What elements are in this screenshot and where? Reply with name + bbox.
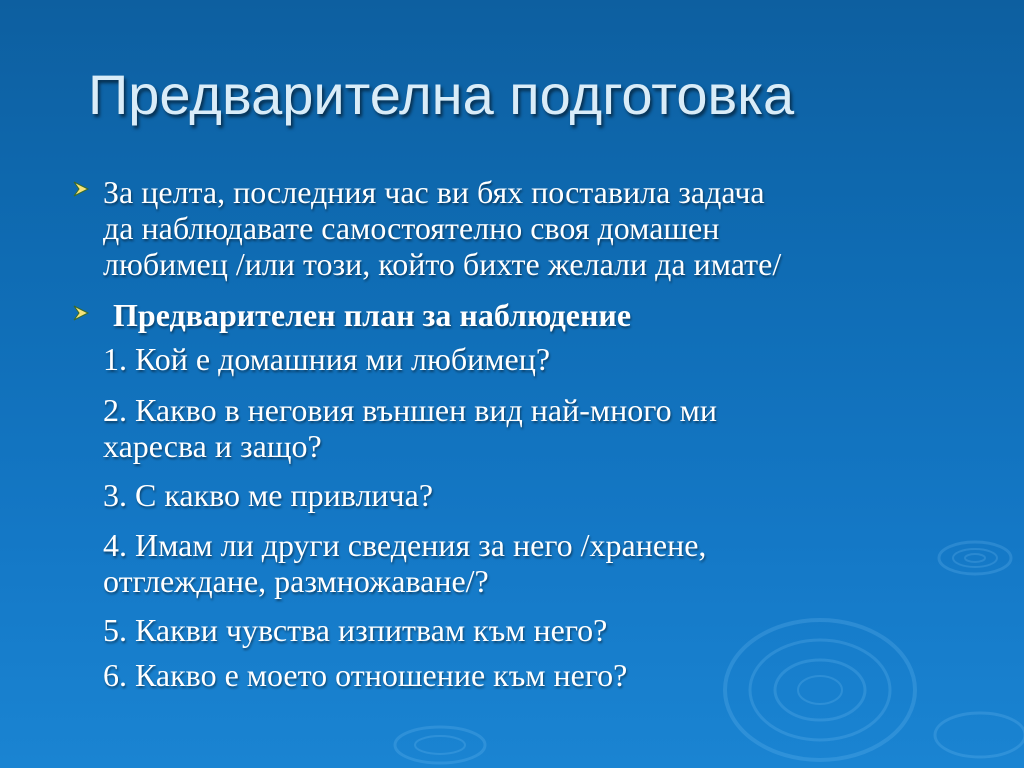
bullet2-heading: Предварителен план за наблюдение [113,297,632,333]
chevron-arrow-icon [72,304,90,322]
question-4-line-1: 4. Имам ли други сведения за него /хранене, [103,527,707,563]
question-5: 5. Какви чувства изпитвам към него? [103,612,608,648]
question-6: 6. Какво е моето отношение към него? [103,657,628,693]
slide-title: Предварителна подготовка [88,63,795,126]
question-4-line-2: отглеждане, размножаване/? [103,563,489,599]
question-1: 1. Кой е домашния ми любимец? [103,341,551,377]
bullet1-line-2: да наблюдавате самостоятелно своя домашен [103,210,720,246]
bullet1-line-3: любимец /или този, който бихте желали да имате/ [103,246,782,282]
chevron-arrow-icon [72,180,90,198]
question-2-line-1: 2. Какво в неговия външен вид най-много ми [103,392,717,428]
question-3: 3. С какво ме привлича? [103,477,434,513]
question-2-line-2: харесва и защо? [103,428,322,464]
bullet1-line-1: За целта, последния час ви бях поставила задача [103,174,765,210]
